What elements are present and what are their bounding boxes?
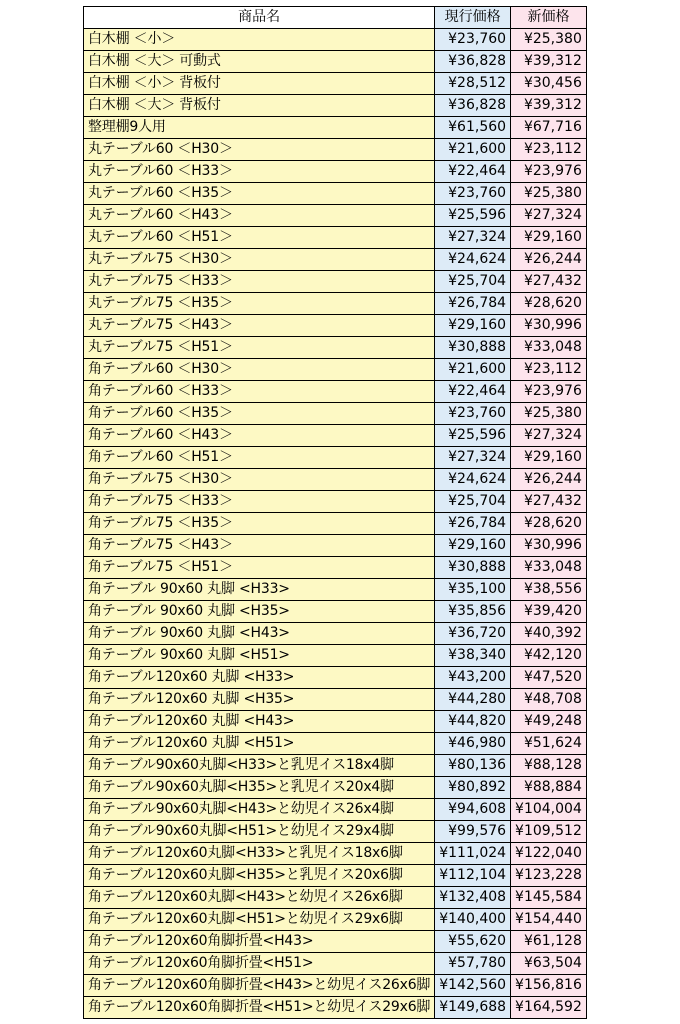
table-row: [84, 205, 587, 227]
product-name-cell: 丸テーブル60 ＜H35＞: [84, 183, 435, 205]
product-name-cell: 角テーブル120x60丸脚<H43>と幼児イス26x6脚: [84, 887, 435, 909]
current-price-cell: ¥57,780: [435, 953, 511, 975]
current-price-cell: ¥27,324: [435, 447, 511, 469]
new-price-cell: ¥123,228: [511, 865, 587, 887]
table-row: [84, 491, 587, 513]
new-price-cell: ¥88,128: [511, 755, 587, 777]
table-row: [84, 95, 587, 117]
table-row: [84, 997, 587, 1019]
table-row: [84, 447, 587, 469]
product-name-cell: 角テーブル 90x60 丸脚 <H35>: [84, 601, 435, 623]
product-name-cell: 整理棚9人用: [84, 117, 435, 139]
new-price-cell: ¥49,248: [511, 711, 587, 733]
table-row: [84, 469, 587, 491]
new-price-cell: ¥30,996: [511, 535, 587, 557]
new-price-cell: ¥30,456: [511, 73, 587, 95]
current-price-cell: ¥23,760: [435, 29, 511, 51]
table-row: [84, 711, 587, 733]
current-price-cell: ¥44,820: [435, 711, 511, 733]
current-price-cell: ¥35,856: [435, 601, 511, 623]
new-price-cell: ¥156,816: [511, 975, 587, 997]
table-row: [84, 777, 587, 799]
product-name-cell: 角テーブル60 ＜H43＞: [84, 425, 435, 447]
current-price-cell: ¥30,888: [435, 337, 511, 359]
current-price-cell: ¥142,560: [435, 975, 511, 997]
table-row: [84, 271, 587, 293]
product-name-cell: 角テーブル120x60 丸脚 <H33>: [84, 667, 435, 689]
new-price-cell: ¥61,128: [511, 931, 587, 953]
table-row: [84, 381, 587, 403]
current-price-cell: ¥29,160: [435, 315, 511, 337]
product-name-cell: 角テーブル120x60丸脚<H33>と乳児イス18x6脚: [84, 843, 435, 865]
new-price-cell: ¥39,312: [511, 95, 587, 117]
table-row: [84, 293, 587, 315]
current-price-cell: ¥36,828: [435, 95, 511, 117]
current-price-cell: ¥61,560: [435, 117, 511, 139]
new-price-cell: ¥47,520: [511, 667, 587, 689]
header-new-price: 新価格: [511, 7, 587, 29]
new-price-cell: ¥122,040: [511, 843, 587, 865]
current-price-cell: ¥26,784: [435, 513, 511, 535]
new-price-cell: ¥33,048: [511, 337, 587, 359]
new-price-cell: ¥164,592: [511, 997, 587, 1019]
new-price-cell: ¥38,556: [511, 579, 587, 601]
product-name-cell: 丸テーブル60 ＜H33＞: [84, 161, 435, 183]
current-price-cell: ¥28,512: [435, 73, 511, 95]
new-price-cell: ¥30,996: [511, 315, 587, 337]
table-row: [84, 931, 587, 953]
table-row: [84, 843, 587, 865]
new-price-cell: ¥63,504: [511, 953, 587, 975]
current-price-cell: ¥30,888: [435, 557, 511, 579]
current-price-cell: ¥25,704: [435, 271, 511, 293]
current-price-cell: ¥24,624: [435, 249, 511, 271]
price-table: [83, 6, 587, 1019]
current-price-cell: ¥111,024: [435, 843, 511, 865]
product-name-cell: 角テーブル120x60角脚折畳<H43>: [84, 931, 435, 953]
table-row: [84, 667, 587, 689]
new-price-cell: ¥42,120: [511, 645, 587, 667]
header-product-name: 商品名: [84, 7, 435, 29]
table-row: [84, 953, 587, 975]
product-name-cell: 角テーブル120x60角脚折畳<H51>と幼児イス29x6脚: [84, 997, 435, 1019]
product-name-cell: 角テーブル120x60角脚折畳<H51>: [84, 953, 435, 975]
table-body: [84, 29, 587, 1019]
product-name-cell: 丸テーブル75 ＜H33＞: [84, 271, 435, 293]
current-price-cell: ¥44,280: [435, 689, 511, 711]
table-row: [84, 227, 587, 249]
product-name-cell: 角テーブル 90x60 丸脚 <H51>: [84, 645, 435, 667]
product-name-cell: 丸テーブル60 ＜H51＞: [84, 227, 435, 249]
current-price-cell: ¥36,720: [435, 623, 511, 645]
new-price-cell: ¥25,380: [511, 29, 587, 51]
current-price-cell: ¥80,892: [435, 777, 511, 799]
new-price-cell: ¥23,112: [511, 359, 587, 381]
current-price-cell: ¥22,464: [435, 161, 511, 183]
current-price-cell: ¥38,340: [435, 645, 511, 667]
table-row: [84, 117, 587, 139]
product-name-cell: 角テーブル 90x60 丸脚 <H33>: [84, 579, 435, 601]
current-price-cell: ¥43,200: [435, 667, 511, 689]
table-row: [84, 865, 587, 887]
product-name-cell: 角テーブル90x60丸脚<H33>と乳児イス18x4脚: [84, 755, 435, 777]
table-row: [84, 183, 587, 205]
new-price-cell: ¥25,380: [511, 183, 587, 205]
new-price-cell: ¥27,432: [511, 271, 587, 293]
new-price-cell: ¥67,716: [511, 117, 587, 139]
current-price-cell: ¥46,980: [435, 733, 511, 755]
product-name-cell: 角テーブル120x60 丸脚 <H51>: [84, 733, 435, 755]
new-price-cell: ¥88,884: [511, 777, 587, 799]
current-price-cell: ¥55,620: [435, 931, 511, 953]
table-row: [84, 337, 587, 359]
current-price-cell: ¥36,828: [435, 51, 511, 73]
current-price-cell: ¥26,784: [435, 293, 511, 315]
product-name-cell: 角テーブル120x60丸脚<H51>と幼児イス29x6脚: [84, 909, 435, 931]
new-price-cell: ¥23,112: [511, 139, 587, 161]
table-row: [84, 601, 587, 623]
current-price-cell: ¥140,400: [435, 909, 511, 931]
table-row: [84, 733, 587, 755]
product-name-cell: 丸テーブル75 ＜H43＞: [84, 315, 435, 337]
header-row: [84, 7, 587, 29]
current-price-cell: ¥23,760: [435, 183, 511, 205]
current-price-cell: ¥22,464: [435, 381, 511, 403]
new-price-cell: ¥23,976: [511, 161, 587, 183]
new-price-cell: ¥26,244: [511, 249, 587, 271]
current-price-cell: ¥24,624: [435, 469, 511, 491]
table-row: [84, 513, 587, 535]
product-name-cell: 角テーブル60 ＜H30＞: [84, 359, 435, 381]
table-row: [84, 359, 587, 381]
product-name-cell: 丸テーブル75 ＜H51＞: [84, 337, 435, 359]
current-price-cell: ¥23,760: [435, 403, 511, 425]
table-row: [84, 755, 587, 777]
table-row: [84, 623, 587, 645]
current-price-cell: ¥25,596: [435, 425, 511, 447]
new-price-cell: ¥104,004: [511, 799, 587, 821]
new-price-cell: ¥28,620: [511, 513, 587, 535]
table-row: [84, 249, 587, 271]
current-price-cell: ¥27,324: [435, 227, 511, 249]
table-row: [84, 579, 587, 601]
new-price-cell: ¥40,392: [511, 623, 587, 645]
new-price-cell: ¥25,380: [511, 403, 587, 425]
table-row: [84, 315, 587, 337]
product-name-cell: 角テーブル75 ＜H33＞: [84, 491, 435, 513]
new-price-cell: ¥27,432: [511, 491, 587, 513]
new-price-cell: ¥145,584: [511, 887, 587, 909]
product-name-cell: 丸テーブル60 ＜H30＞: [84, 139, 435, 161]
product-name-cell: 白木棚 ＜大＞ 背板付: [84, 95, 435, 117]
product-name-cell: 角テーブル90x60丸脚<H35>と乳児イス20x4脚: [84, 777, 435, 799]
current-price-cell: ¥21,600: [435, 359, 511, 381]
product-name-cell: 角テーブル75 ＜H30＞: [84, 469, 435, 491]
product-name-cell: 角テーブル75 ＜H43＞: [84, 535, 435, 557]
table-row: [84, 161, 587, 183]
new-price-cell: ¥109,512: [511, 821, 587, 843]
table-row: [84, 51, 587, 73]
new-price-cell: ¥27,324: [511, 205, 587, 227]
current-price-cell: ¥132,408: [435, 887, 511, 909]
product-name-cell: 角テーブル90x60丸脚<H51>と幼児イス29x4脚: [84, 821, 435, 843]
new-price-cell: ¥23,976: [511, 381, 587, 403]
product-name-cell: 角テーブル120x60丸脚<H35>と乳児イス20x6脚: [84, 865, 435, 887]
new-price-cell: ¥51,624: [511, 733, 587, 755]
table-row: [84, 909, 587, 931]
table-row: [84, 689, 587, 711]
product-name-cell: 角テーブル 90x60 丸脚 <H43>: [84, 623, 435, 645]
current-price-cell: ¥94,608: [435, 799, 511, 821]
table-row: [84, 73, 587, 95]
new-price-cell: ¥48,708: [511, 689, 587, 711]
current-price-cell: ¥29,160: [435, 535, 511, 557]
product-name-cell: 角テーブル60 ＜H35＞: [84, 403, 435, 425]
new-price-cell: ¥154,440: [511, 909, 587, 931]
table-row: [84, 29, 587, 51]
table-row: [84, 535, 587, 557]
product-name-cell: 角テーブル120x60 丸脚 <H35>: [84, 689, 435, 711]
current-price-cell: ¥25,704: [435, 491, 511, 513]
current-price-cell: ¥80,136: [435, 755, 511, 777]
table-row: [84, 557, 587, 579]
new-price-cell: ¥27,324: [511, 425, 587, 447]
product-name-cell: 角テーブル90x60丸脚<H43>と幼児イス26x4脚: [84, 799, 435, 821]
table-row: [84, 403, 587, 425]
product-name-cell: 角テーブル75 ＜H51＞: [84, 557, 435, 579]
table-row: [84, 887, 587, 909]
header-current-price: 現行価格: [435, 7, 511, 29]
product-name-cell: 丸テーブル75 ＜H30＞: [84, 249, 435, 271]
new-price-cell: ¥28,620: [511, 293, 587, 315]
product-name-cell: 角テーブル120x60 丸脚 <H43>: [84, 711, 435, 733]
product-name-cell: 丸テーブル75 ＜H35＞: [84, 293, 435, 315]
product-name-cell: 白木棚 ＜大＞ 可動式: [84, 51, 435, 73]
new-price-cell: ¥26,244: [511, 469, 587, 491]
table-row: [84, 425, 587, 447]
new-price-cell: ¥33,048: [511, 557, 587, 579]
new-price-cell: ¥39,420: [511, 601, 587, 623]
current-price-cell: ¥149,688: [435, 997, 511, 1019]
product-name-cell: 角テーブル60 ＜H33＞: [84, 381, 435, 403]
product-name-cell: 丸テーブル60 ＜H43＞: [84, 205, 435, 227]
current-price-cell: ¥112,104: [435, 865, 511, 887]
table-row: [84, 975, 587, 997]
new-price-cell: ¥29,160: [511, 227, 587, 249]
new-price-cell: ¥39,312: [511, 51, 587, 73]
table-row: [84, 799, 587, 821]
product-name-cell: 角テーブル120x60角脚折畳<H43>と幼児イス26x6脚: [84, 975, 435, 997]
current-price-cell: ¥99,576: [435, 821, 511, 843]
product-name-cell: 白木棚 ＜小＞ 背板付: [84, 73, 435, 95]
product-name-cell: 白木棚 ＜小＞: [84, 29, 435, 51]
current-price-cell: ¥21,600: [435, 139, 511, 161]
current-price-cell: ¥25,596: [435, 205, 511, 227]
table-row: [84, 645, 587, 667]
table-row: [84, 139, 587, 161]
current-price-cell: ¥35,100: [435, 579, 511, 601]
new-price-cell: ¥29,160: [511, 447, 587, 469]
table-row: [84, 821, 587, 843]
product-name-cell: 角テーブル75 ＜H35＞: [84, 513, 435, 535]
product-name-cell: 角テーブル60 ＜H51＞: [84, 447, 435, 469]
